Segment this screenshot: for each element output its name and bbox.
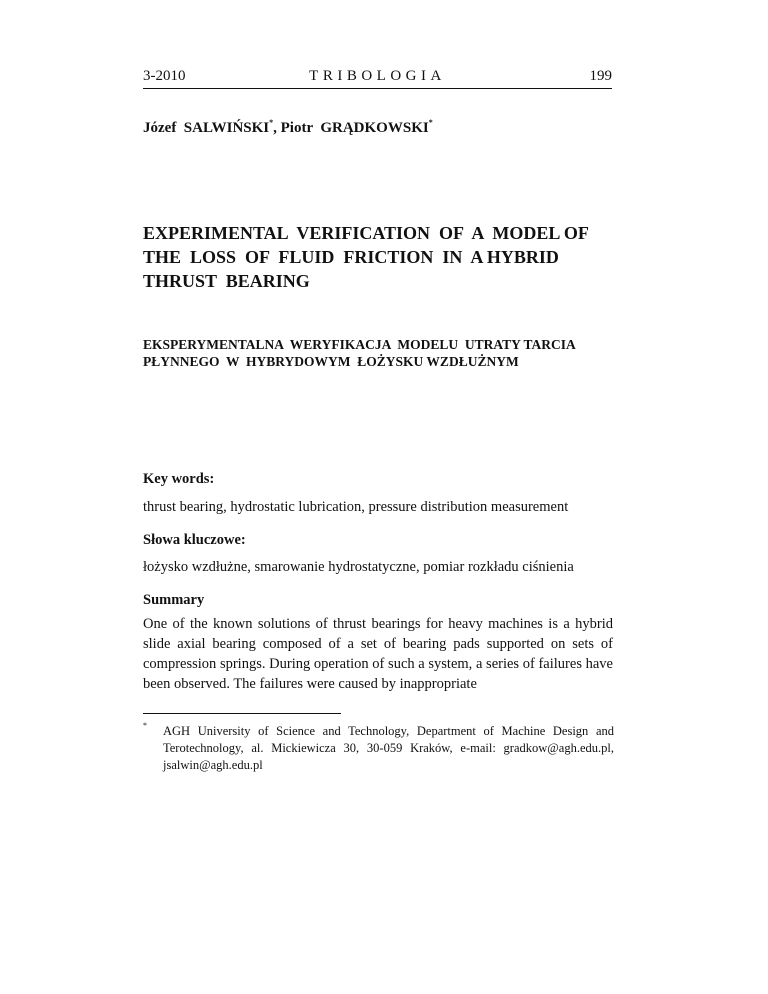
- summary-heading: Summary: [143, 592, 205, 608]
- running-header: [143, 66, 612, 86]
- author-separator: ,: [273, 120, 281, 136]
- paper-title-polish: EKSPERYMENTALNA WERYFIKACJA MODELU UTRATY TARCIA PŁYNNEGO W HYBRYDOWYM ŁOŻYSKU WZDŁUŻNYM: [143, 337, 579, 369]
- slowa-kluczowe-heading: Słowa kluczowe:: [143, 532, 246, 548]
- author-affiliation-mark: *: [269, 118, 274, 127]
- slowa-kluczowe-text: łożysko wzdłużne, smarowanie hydrostatyczne, pomiar rozkładu ciśnienia: [143, 559, 574, 575]
- footnote-mark: *: [143, 721, 147, 730]
- issue-number: 3-2010: [143, 68, 186, 84]
- summary-text: One of the known solutions of thrust bearings for heavy machines is a hybrid slide axial bearing composed of a set of bearing pads supported on sets of compression springs. During operation of such a system, a series of failures have been observed. The failures were caused by inappropriate: [143, 616, 613, 692]
- author-affiliation-mark: *: [428, 118, 433, 127]
- footnote-rule: [143, 713, 341, 714]
- author-salwinski: Józef SALWIŃSKI: [143, 120, 270, 136]
- header-rule: [143, 88, 612, 89]
- paper-title-english: EXPERIMENTAL VERIFICATION OF A MODEL OF THE LOSS OF FLUID FRICTION IN A HYBRID THRUST BEARING: [143, 223, 597, 291]
- author-line: [143, 118, 612, 138]
- journal-name: TRIBOLOGIA: [309, 68, 446, 84]
- keywords-heading: Key words:: [143, 471, 215, 487]
- author-gradkowski: Piotr GRĄDKOWSKI: [280, 120, 429, 136]
- page-number: 199: [589, 68, 612, 84]
- footnote-text: AGH University of Science and Technology, Department of Machine Design and Terotechnology, al. Mickiewicza 30, 30-059 Kraków, e-mail: gradkow@agh.edu.pl, jsalwin@agh.edu.pl: [163, 724, 614, 772]
- keywords-text: thrust bearing, hydrostatic lubrication, pressure distribution measurement: [143, 499, 569, 515]
